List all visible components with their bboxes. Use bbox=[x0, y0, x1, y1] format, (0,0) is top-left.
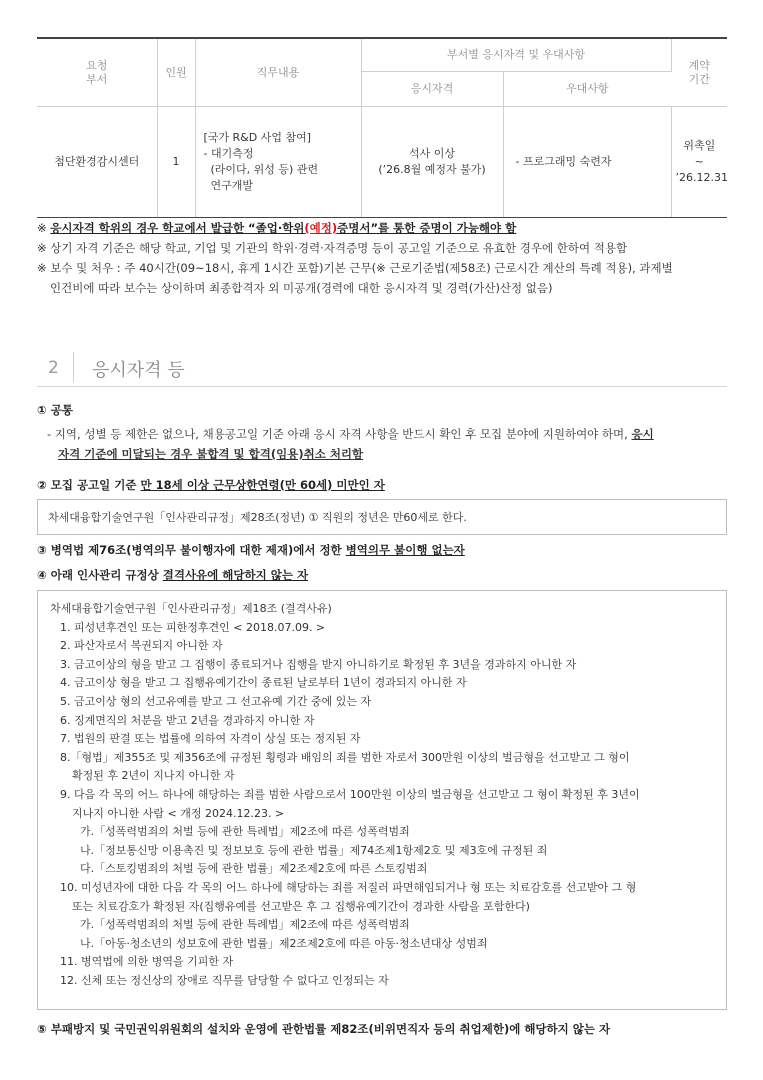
disqualification-line: 나.「아동·청소년의 성보호에 관한 법률」제2조제2호에 따른 아동·청소년대상 성범죄 bbox=[80, 936, 488, 950]
disqualification-box bbox=[37, 590, 727, 1010]
disqualification-line: 10. 미성년자에 대한 다음 각 목의 어느 하나에 해당하는 죄를 저질러 파면해임되거나 형 또는 치료감호를 선고받아 그 형 bbox=[60, 880, 637, 894]
header-group: 부서별 응시자격 및 우대사항 bbox=[361, 38, 671, 72]
section-title: 응시자격 등 bbox=[92, 360, 185, 381]
cell-term bbox=[671, 107, 727, 218]
disqualification-line: 7. 법원의 판결 또는 법률에 의하여 자격이 상실 또는 정지된 자 bbox=[60, 732, 361, 746]
section-header bbox=[37, 350, 727, 387]
section-number: 2 bbox=[48, 358, 59, 378]
disqualification-line: 나.「정보통신망 이용촉진 및 정보보호 등에 관한 법률」제74조제1항제2호 및 제3호에 규정된 죄 bbox=[80, 843, 548, 857]
note-cert-a: 응시자격 학위의 경우 학교에서 발급한 “졸업·학위 bbox=[50, 221, 305, 235]
heading-anticorruption: ⑤ 부패방지 및 국민권익위원회의 설치와 운영에 관한법률 제82조(비위면직자 등의 취업제한)에 해당하지 않는 자 bbox=[37, 1022, 611, 1036]
cell-pref: - 프로그래밍 숙련자 bbox=[503, 107, 671, 218]
disqualification-line: 4. 금고이상 형을 받고 그 집행유예기간이 종료된 날로부터 1년이 경과되지 아니한 자 bbox=[60, 676, 467, 690]
note-validity: ※ 상기 자격 기준은 해당 학교, 기업 및 기관의 학위·경력·자격증명 등이 공고일 기준으로 유효한 경우에 한하여 적용함 bbox=[37, 241, 628, 255]
notes bbox=[37, 218, 737, 298]
disqualification-line: 지나지 아니한 사람 < 개정 2024.12.23. > bbox=[72, 806, 285, 820]
common-text-underline: 응시 bbox=[631, 427, 654, 441]
disqualification-line: 2. 파산자로서 복권되지 아니한 자 bbox=[60, 639, 223, 653]
common-text bbox=[47, 424, 727, 464]
common-text-line2: 자격 기준에 미달되는 경우 불합격 및 합격(임용)취소 처리함 bbox=[58, 447, 364, 461]
term-line: ~ bbox=[694, 155, 704, 168]
heading-common: ① 공통 bbox=[37, 403, 73, 417]
disqualification-line: 9. 다음 각 목의 어느 하나에 해당하는 죄를 범한 사람으로서 100만원 이상의 벌금형을 선고받고 그 형이 확정된 후 3년이 bbox=[60, 787, 640, 801]
cell-duty bbox=[195, 107, 361, 218]
header-dept bbox=[37, 38, 157, 107]
disqualification-line: 11. 병역법에 의한 병역을 기피한 자 bbox=[60, 955, 234, 969]
duty-line: (라이다, 위성 등) 관련 bbox=[203, 163, 319, 176]
duty-line: [국가 R&D 사업 참여] bbox=[203, 131, 312, 144]
note-cert-b: 증명서”를 통한 증명이 가능해야 함 bbox=[337, 221, 517, 235]
heading-age-u: 만 18세 이상 근무상한연령(만 60세) 미만인 자 bbox=[140, 478, 385, 492]
note-mark: ※ bbox=[37, 221, 51, 235]
disqualification-line: 3. 금고이상의 형을 받고 그 집행이 종료되거나 집행을 받지 아니하기로 확정된 후 3년을 경과하지 아니한 자 bbox=[60, 657, 577, 671]
disqualification-line: 다.「스토킹범죄의 처벌 등에 관한 법률」제2조제2호에 따른 스토킹범죄 bbox=[80, 862, 428, 876]
common-text-a: - 지역, 성별 등 제한은 없으나, 채용공고일 기준 아래 응시 자격 사항을 반드시 확인 후 모집 분야에 지원하여야 하며, bbox=[47, 427, 632, 441]
cell-count: 1 bbox=[157, 107, 195, 218]
disqualification-line: 가.「성폭력범죄의 처벌 등에 관한 특례법」제2조에 따른 성폭력범죄 bbox=[80, 825, 410, 839]
note-cert-red: (예정) bbox=[304, 221, 338, 235]
disqualification-line: 가.「성폭력범죄의 처벌 등에 관한 특례법」제2조에 따른 성폭력범죄 bbox=[80, 918, 410, 932]
retirement-box bbox=[37, 499, 727, 535]
header-count: 인원 bbox=[157, 38, 195, 107]
header-pref: 우대사항 bbox=[503, 72, 671, 107]
note-certificate bbox=[37, 218, 737, 238]
term-line: 위촉일 bbox=[683, 139, 716, 152]
header-dept-text: 요청 부서 bbox=[86, 58, 108, 86]
note-pay-2: 인건비에 따라 보수는 상이하며 최종합격자 외 미공개(경력에 대한 응시자격 및 경력(가산)산정 없음) bbox=[50, 281, 553, 295]
heading-disqualification bbox=[37, 567, 308, 583]
disqualification-line: 5. 금고이상 형의 선고유예를 받고 그 선고유예 기간 중에 있는 자 bbox=[60, 694, 372, 708]
header-term-text: 계약 기간 bbox=[688, 58, 710, 86]
duty-line: - 대기측정 bbox=[203, 147, 254, 160]
header-qual: 응시자격 bbox=[361, 72, 503, 107]
heading-disq-u: 결격사유에 해당하지 않는 자 bbox=[162, 568, 309, 582]
section-divider bbox=[73, 352, 74, 382]
cell-qual bbox=[361, 107, 503, 218]
header-duty: 직무내용 bbox=[195, 38, 361, 107]
disqualification-line: 또는 치료감호가 확정된 자(집행유예를 선고받은 후 그 집행유예기간이 경과한 사람을 포함한다) bbox=[72, 899, 530, 913]
disqualification-line: 12. 신체 또는 정신상의 장애로 직무를 담당할 수 없다고 인정되는 자 bbox=[60, 973, 389, 987]
qual-line: (’26.8월 예정자 불가) bbox=[378, 163, 486, 176]
disqualification-line: 차세대융합기술연구원「인사관리규정」제18조 (결격사유) bbox=[50, 602, 332, 615]
heading-military-u: 병역의무 불이행 없는자 bbox=[345, 543, 465, 557]
term-line: ’26.12.31 bbox=[675, 171, 728, 184]
heading-military-a: ③ 병역법 제76조(병역의무 불이행자에 대한 제재)에서 정한 bbox=[37, 543, 346, 557]
disqualification-line: 8.「형법」제355조 및 제356조에 규정된 횡령과 배임의 죄를 범한 자로서 300만원 이상의 벌금형을 선고받고 그 형이 bbox=[60, 750, 630, 764]
heading-military bbox=[37, 542, 465, 558]
duty-line: 연구개발 bbox=[203, 179, 253, 192]
disqualification-line: 6. 징계면직의 처분을 받고 2년을 경과하지 아니한 자 bbox=[60, 713, 315, 727]
note-pay-1: ※ 보수 및 처우 : 주 40시간(09~18시, 휴게 1시간 포함)기본 근무(※ 근로기준법(제58조) 근로시간 계산의 특례 적용), 과제별 bbox=[37, 261, 673, 275]
qual-line: 석사 이상 bbox=[408, 147, 455, 160]
disqualification-list bbox=[50, 600, 718, 990]
heading-age-a: ② 모집 공고일 기준 bbox=[37, 478, 141, 492]
cell-dept: 첨단환경감시센터 bbox=[37, 107, 157, 218]
job-table bbox=[37, 37, 727, 218]
disqualification-line: 1. 피성년후견인 또는 피한정후견인 < 2018.07.09. > bbox=[60, 620, 326, 634]
heading-disq-a: ④ 아래 인사관리 규정상 bbox=[37, 568, 163, 582]
disqualification-line: 확정된 후 2년이 지나지 아니한 자 bbox=[72, 769, 235, 783]
retirement-text: 차세대융합기술연구원「인사관리규정」제28조(정년) ① 직원의 정년은 만60세로 한다. bbox=[48, 511, 467, 524]
heading-age bbox=[37, 477, 385, 493]
header-term bbox=[671, 38, 727, 107]
